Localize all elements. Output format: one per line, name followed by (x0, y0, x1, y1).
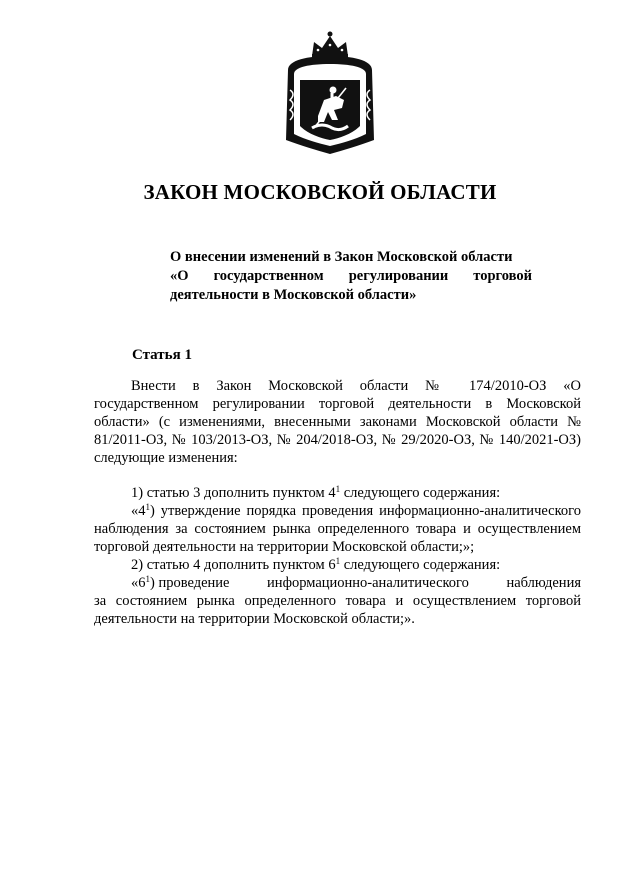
item-2-tail: следующего содержания: (340, 557, 501, 573)
subject-line-3: деятельности в Московской области» (170, 287, 417, 303)
item-2 (94, 556, 581, 574)
subject-line-2: «О государственном регулировании торговой (170, 268, 532, 284)
item-1-tail: следующего содержания: (340, 485, 501, 501)
item-2-text: 2) статью 4 дополнить пунктом 6 (131, 557, 336, 573)
quote-2-start (131, 574, 230, 592)
quote-2-word-3: наблюдения (506, 575, 581, 591)
item-1 (94, 484, 581, 502)
superscript: 1 (145, 574, 150, 584)
quote-2-first-line (94, 574, 581, 592)
subject-line-1: О внесении изменений в Закон Московской области (170, 249, 513, 265)
superscript: 1 (335, 556, 341, 566)
article-heading: Статья 1 (132, 347, 192, 363)
quote-2-word-1: ) проведение (150, 575, 230, 591)
superscript: 1 (335, 484, 341, 494)
quote-1 (94, 502, 581, 556)
quote-2-text: за состоянием рынка определенного товара и осуществлением торговой деятельности на территории Московской области;». (94, 593, 581, 627)
quote-1-number: «4 (131, 503, 146, 519)
superscript: 1 (145, 502, 150, 512)
moscow-oblast-coat-of-arms-icon (278, 30, 382, 158)
law-title: ЗАКОН МОСКОВСКОЙ ОБЛАСТИ (143, 180, 497, 204)
quote-2-number: «6 (131, 575, 146, 591)
item-1-text: 1) статью 3 дополнить пунктом 4 (131, 485, 336, 501)
intro-paragraph: Внести в Закон Московской области № 174/2010-ОЗ «О государственном регулировании торговой деятельности в Московской области» (с изменениями, внесенными законами Московской области № 81/2011-ОЗ, № 103/2013-ОЗ, № 204/2018-ОЗ, № 29/2020-ОЗ, № 140/2021-ОЗ) следующие изменения: (94, 378, 581, 466)
article-body (94, 377, 581, 628)
quote-2-word-2: информационно-аналитического (267, 575, 469, 591)
quote-1-text: ) утверждение порядка проведения информационно-аналитического наблюдения за состоянием рынка определенного товара и осуществлением торговой деятельности на территории Московской области;»; (94, 503, 581, 555)
law-subject (170, 248, 532, 305)
